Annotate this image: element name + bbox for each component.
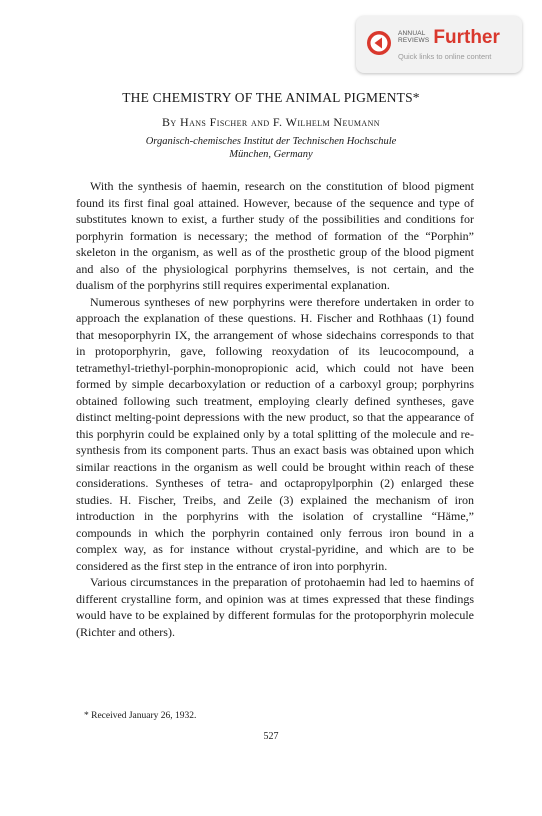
- further-badge[interactable]: [356, 16, 522, 73]
- article-title: THE CHEMISTRY OF THE ANIMAL PIGMENTS*: [122, 90, 420, 105]
- page-number: 527: [263, 731, 279, 742]
- article-authors: By Hans Fischer and F. Wilhelm Neumann: [162, 115, 380, 129]
- play-arrow-icon: [366, 30, 392, 56]
- brand-line-1: ANNUAL: [398, 30, 426, 37]
- affiliation-line-2: München, Germany: [229, 149, 313, 160]
- brand-line-2: REVIEWS: [398, 37, 430, 44]
- body-paragraph-2: Numerous syntheses of new porphyrins were therefore undertaken in order to approach the explanation of these questions. H. Fischer and Rothhaas (1) found that mesoporphyrin IX, the arrangement of whose sidechains corresponds to that in protoporphyrin, gave, following reoxydation of its leucocompound, a tetramethyl-triethyl-porphin-monopropionic acid, which could not have been formed by simple decarboxylation or reduction of a carboxyl group; porphyrins obtained following such treatment, employing clearly defined syntheses, gave distinct melting-point depressions with the new product, so that the appearance of this porphyrin could be explained only by a total splitting of the molecule and re-synthesis from its component parts. Thus an exact basis was obtained upon which similar reactions in the organism as well could be brought within reach of these considerations. Syntheses of tetra- and octapropylporphin (2) enlarged these studies. H. Fischer, Treibs, and Zeile (3) explained the mechanism of iron introduction in the porphyrins with the isolation of crystalline “Häme,” compounds in which the porphyrin contained only ferrous iron bound in a complex way, as for instance without crystal-pyridine, and which are to be considered as the first step in the entrance of iron into porphyrin.: [76, 294, 474, 573]
- body-paragraph-1: With the synthesis of haemin, research on the constitution of blood pigment found its first final goal attained. However, because of the sequence and type of substitutes known to exist, a further study of the possibilities and conditions for porphyrin formation is necessary; the method of formation of the “Porphin” skeleton in the organism, as well as of the prosthetic group of the blood pigment and also of the physiological porphyrins themselves, is not certain, and the dualism of the porphyrins still requires experimental explanation.: [76, 179, 474, 292]
- received-footnote: * Received January 26, 1932.: [84, 711, 197, 721]
- body-paragraph-3: Various circumstances in the preparation of protohaemin had led to haemins of different crystalline form, and opinion was at times expressed that these findings would have to be explained by different formulas for the protoporphyrin molecule (Richter and others).: [76, 575, 474, 639]
- affiliation-line-1: Organisch-chemisches Institut der Technischen Hochschule: [145, 136, 397, 147]
- article-body: [76, 178, 474, 640]
- further-label: Further: [433, 27, 500, 48]
- further-header: [398, 28, 500, 48]
- annual-reviews-logo-text: [398, 30, 429, 44]
- article-affiliation: [0, 135, 542, 161]
- further-subtitle: Quick links to online content: [398, 52, 492, 61]
